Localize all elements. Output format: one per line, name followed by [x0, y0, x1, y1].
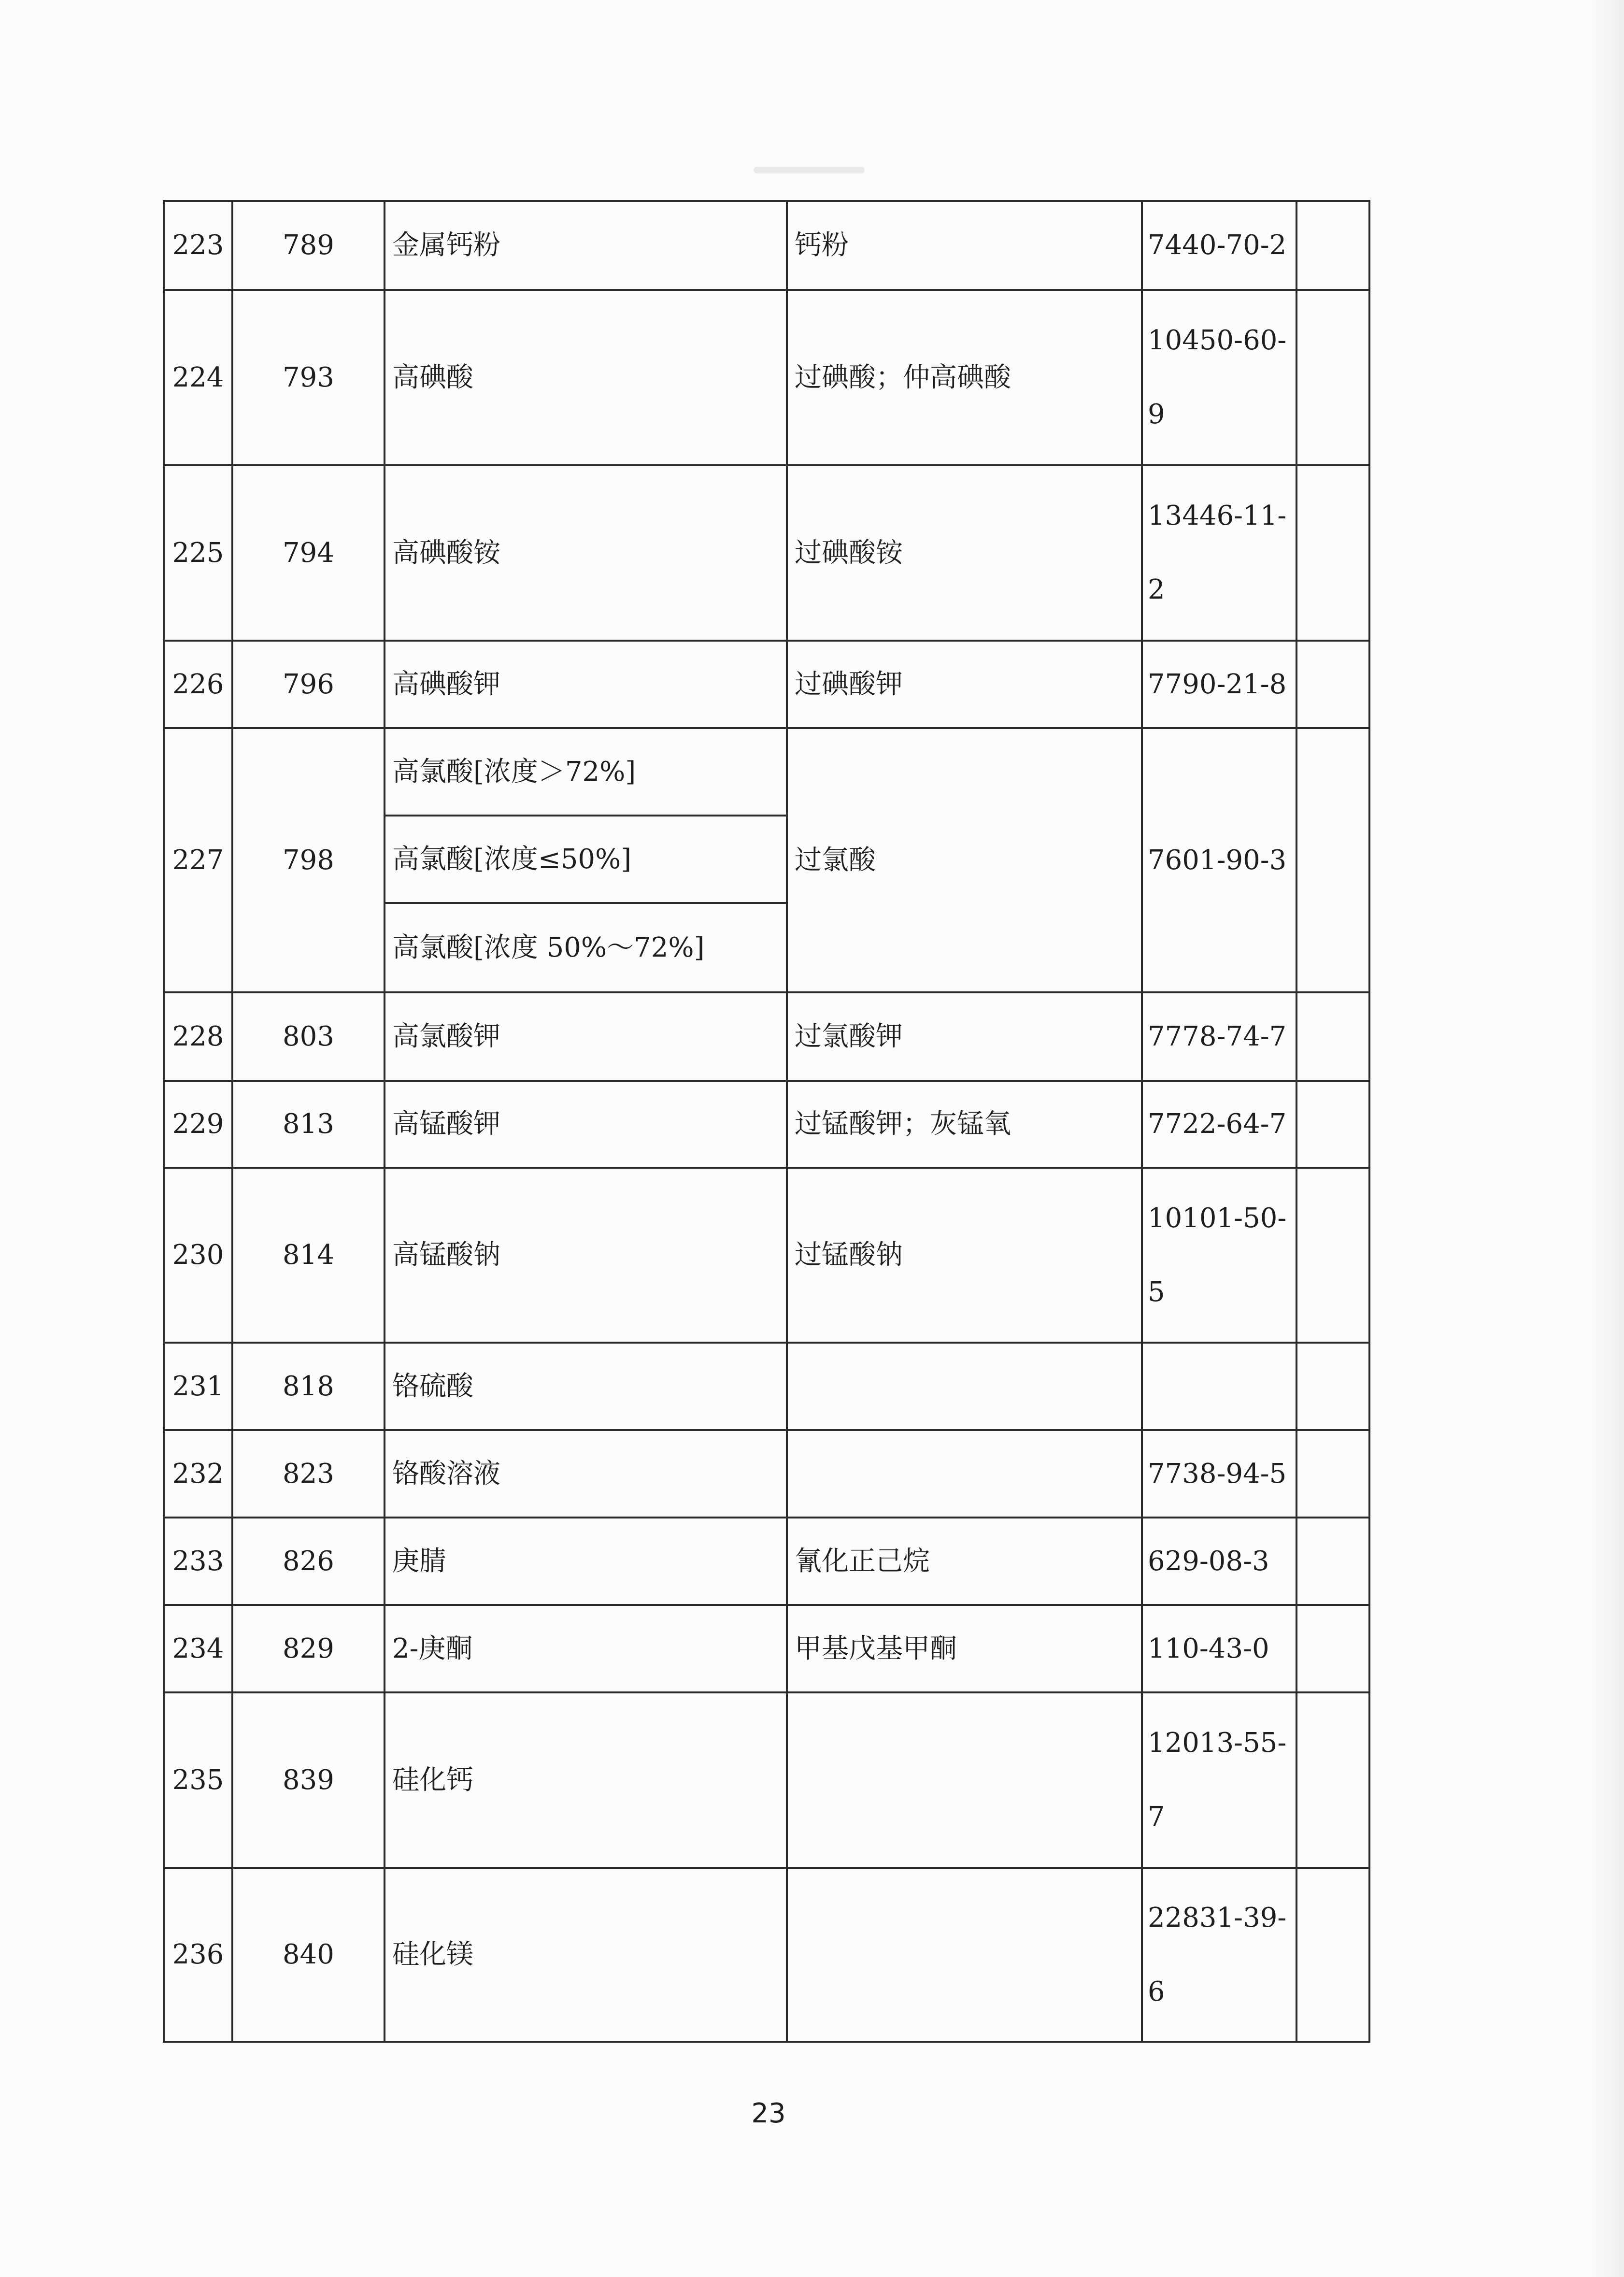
remarks-cell — [1296, 465, 1369, 641]
chemical-name: 高碘酸 — [385, 290, 787, 465]
cas-line: 22831-39- — [1148, 1902, 1287, 1933]
catalog-code: 794 — [232, 465, 385, 641]
table-row — [164, 1168, 1369, 1343]
catalog-code: 793 — [232, 290, 385, 465]
chemical-alias: 过碘酸钾 — [787, 641, 1142, 728]
cas-number: 7790-21-8 — [1142, 641, 1296, 728]
remarks-cell — [1296, 992, 1369, 1081]
remarks-cell — [1296, 728, 1369, 992]
chemical-alias — [787, 1868, 1142, 2042]
table-row — [164, 728, 1369, 816]
catalog-code: 840 — [232, 1868, 385, 2042]
cas-number: 7601-90-3 — [1142, 728, 1296, 992]
catalog-code: 818 — [232, 1343, 385, 1430]
chemical-alias: 过氯酸 — [787, 728, 1142, 992]
row-number: 231 — [164, 1343, 232, 1430]
table-row — [164, 1605, 1369, 1692]
remarks-cell — [1296, 1868, 1369, 2042]
row-number: 236 — [164, 1868, 232, 2042]
table-row — [164, 1343, 1369, 1430]
row-number: 225 — [164, 465, 232, 641]
chemical-alias: 氰化正己烷 — [787, 1518, 1142, 1605]
catalog-code: 798 — [232, 728, 385, 992]
chemical-name: 高碘酸钾 — [385, 641, 787, 728]
cas-line: 12013-55- — [1148, 1727, 1287, 1759]
chemical-name: 铬酸溶液 — [385, 1430, 787, 1518]
chemical-alias: 过氯酸钾 — [787, 992, 1142, 1081]
catalog-code: 789 — [232, 201, 385, 290]
row-number: 235 — [164, 1692, 232, 1868]
cas-line: 13446-11- — [1148, 500, 1287, 531]
remarks-cell — [1296, 1081, 1369, 1168]
chemical-alias — [787, 1430, 1142, 1518]
catalog-code: 813 — [232, 1081, 385, 1168]
chemical-name: 高氯酸[浓度≤50%] — [385, 816, 787, 903]
remarks-cell — [1296, 1605, 1369, 1692]
chemical-table — [163, 200, 1370, 2043]
catalog-code: 796 — [232, 641, 385, 728]
page-number: 23 — [751, 2098, 786, 2129]
row-number: 232 — [164, 1430, 232, 1518]
table-row — [164, 1868, 1369, 2042]
row-number: 230 — [164, 1168, 232, 1343]
catalog-code: 829 — [232, 1605, 385, 1692]
chemical-name: 硅化镁 — [385, 1868, 787, 2042]
remarks-cell — [1296, 1692, 1369, 1868]
chemical-alias: 过碘酸；仲高碘酸 — [787, 290, 1142, 465]
chemical-alias — [787, 1692, 1142, 1868]
cas-number: 110-43-0 — [1142, 1605, 1296, 1692]
catalog-code: 826 — [232, 1518, 385, 1605]
chemical-name: 2-庚酮 — [385, 1605, 787, 1692]
chemical-name: 金属钙粉 — [385, 201, 787, 290]
cas-line: 9 — [1148, 399, 1165, 430]
table-row — [164, 1081, 1369, 1168]
remarks-cell — [1296, 1518, 1369, 1605]
chemical-name: 硅化钙 — [385, 1692, 787, 1868]
scan-artifact — [754, 167, 865, 173]
chemical-name: 高氯酸[浓度＞72%] — [385, 728, 787, 816]
remarks-cell — [1296, 1343, 1369, 1430]
cas-line: 7 — [1148, 1801, 1165, 1833]
catalog-code: 839 — [232, 1692, 385, 1868]
table-row — [164, 1518, 1369, 1605]
cas-number — [1142, 1692, 1296, 1868]
cas-line: 10101-50- — [1148, 1202, 1287, 1234]
cas-number: 7440-70-2 — [1142, 201, 1296, 290]
cas-number — [1142, 1868, 1296, 2042]
row-number: 233 — [164, 1518, 232, 1605]
table-row — [164, 641, 1369, 728]
cas-number: 629-08-3 — [1142, 1518, 1296, 1605]
cas-number — [1142, 1343, 1296, 1430]
cas-line: 6 — [1148, 1976, 1165, 2007]
table-row — [164, 290, 1369, 465]
cas-number: 7738-94-5 — [1142, 1430, 1296, 1518]
table-row — [164, 201, 1369, 290]
table-row — [164, 1692, 1369, 1868]
chemical-name: 高氯酸[浓度 50%～72%] — [385, 903, 787, 992]
chemical-alias: 钙粉 — [787, 201, 1142, 290]
row-number: 229 — [164, 1081, 232, 1168]
remarks-cell — [1296, 290, 1369, 465]
chemical-name: 庚腈 — [385, 1518, 787, 1605]
table-row — [164, 1430, 1369, 1518]
row-number: 224 — [164, 290, 232, 465]
remarks-cell — [1296, 201, 1369, 290]
catalog-code: 803 — [232, 992, 385, 1081]
remarks-cell — [1296, 1168, 1369, 1343]
chemical-alias: 甲基戊基甲酮 — [787, 1605, 1142, 1692]
row-number: 234 — [164, 1605, 232, 1692]
cas-number: 7722-64-7 — [1142, 1081, 1296, 1168]
chemical-name: 高碘酸铵 — [385, 465, 787, 641]
cas-line: 2 — [1148, 574, 1165, 605]
chemical-name: 高氯酸钾 — [385, 992, 787, 1081]
remarks-cell — [1296, 641, 1369, 728]
chemical-alias: 过锰酸钾；灰锰氧 — [787, 1081, 1142, 1168]
cas-number — [1142, 1168, 1296, 1343]
row-number: 227 — [164, 728, 232, 992]
cas-number — [1142, 465, 1296, 641]
catalog-code: 814 — [232, 1168, 385, 1343]
chemical-name: 铬硫酸 — [385, 1343, 787, 1430]
catalog-code: 823 — [232, 1430, 385, 1518]
cas-line: 5 — [1148, 1276, 1165, 1308]
chemical-name: 高锰酸钠 — [385, 1168, 787, 1343]
table-row — [164, 992, 1369, 1081]
row-number: 226 — [164, 641, 232, 728]
cas-line: 10450-60- — [1148, 325, 1287, 356]
row-number: 223 — [164, 201, 232, 290]
row-number: 228 — [164, 992, 232, 1081]
chemical-alias: 过碘酸铵 — [787, 465, 1142, 641]
table-row — [164, 465, 1369, 641]
cas-number: 7778-74-7 — [1142, 992, 1296, 1081]
chemical-name: 高锰酸钾 — [385, 1081, 787, 1168]
chemical-alias — [787, 1343, 1142, 1430]
remarks-cell — [1296, 1430, 1369, 1518]
chemical-alias: 过锰酸钠 — [787, 1168, 1142, 1343]
cas-number — [1142, 290, 1296, 465]
page-edge-shadow — [1590, 0, 1624, 2277]
